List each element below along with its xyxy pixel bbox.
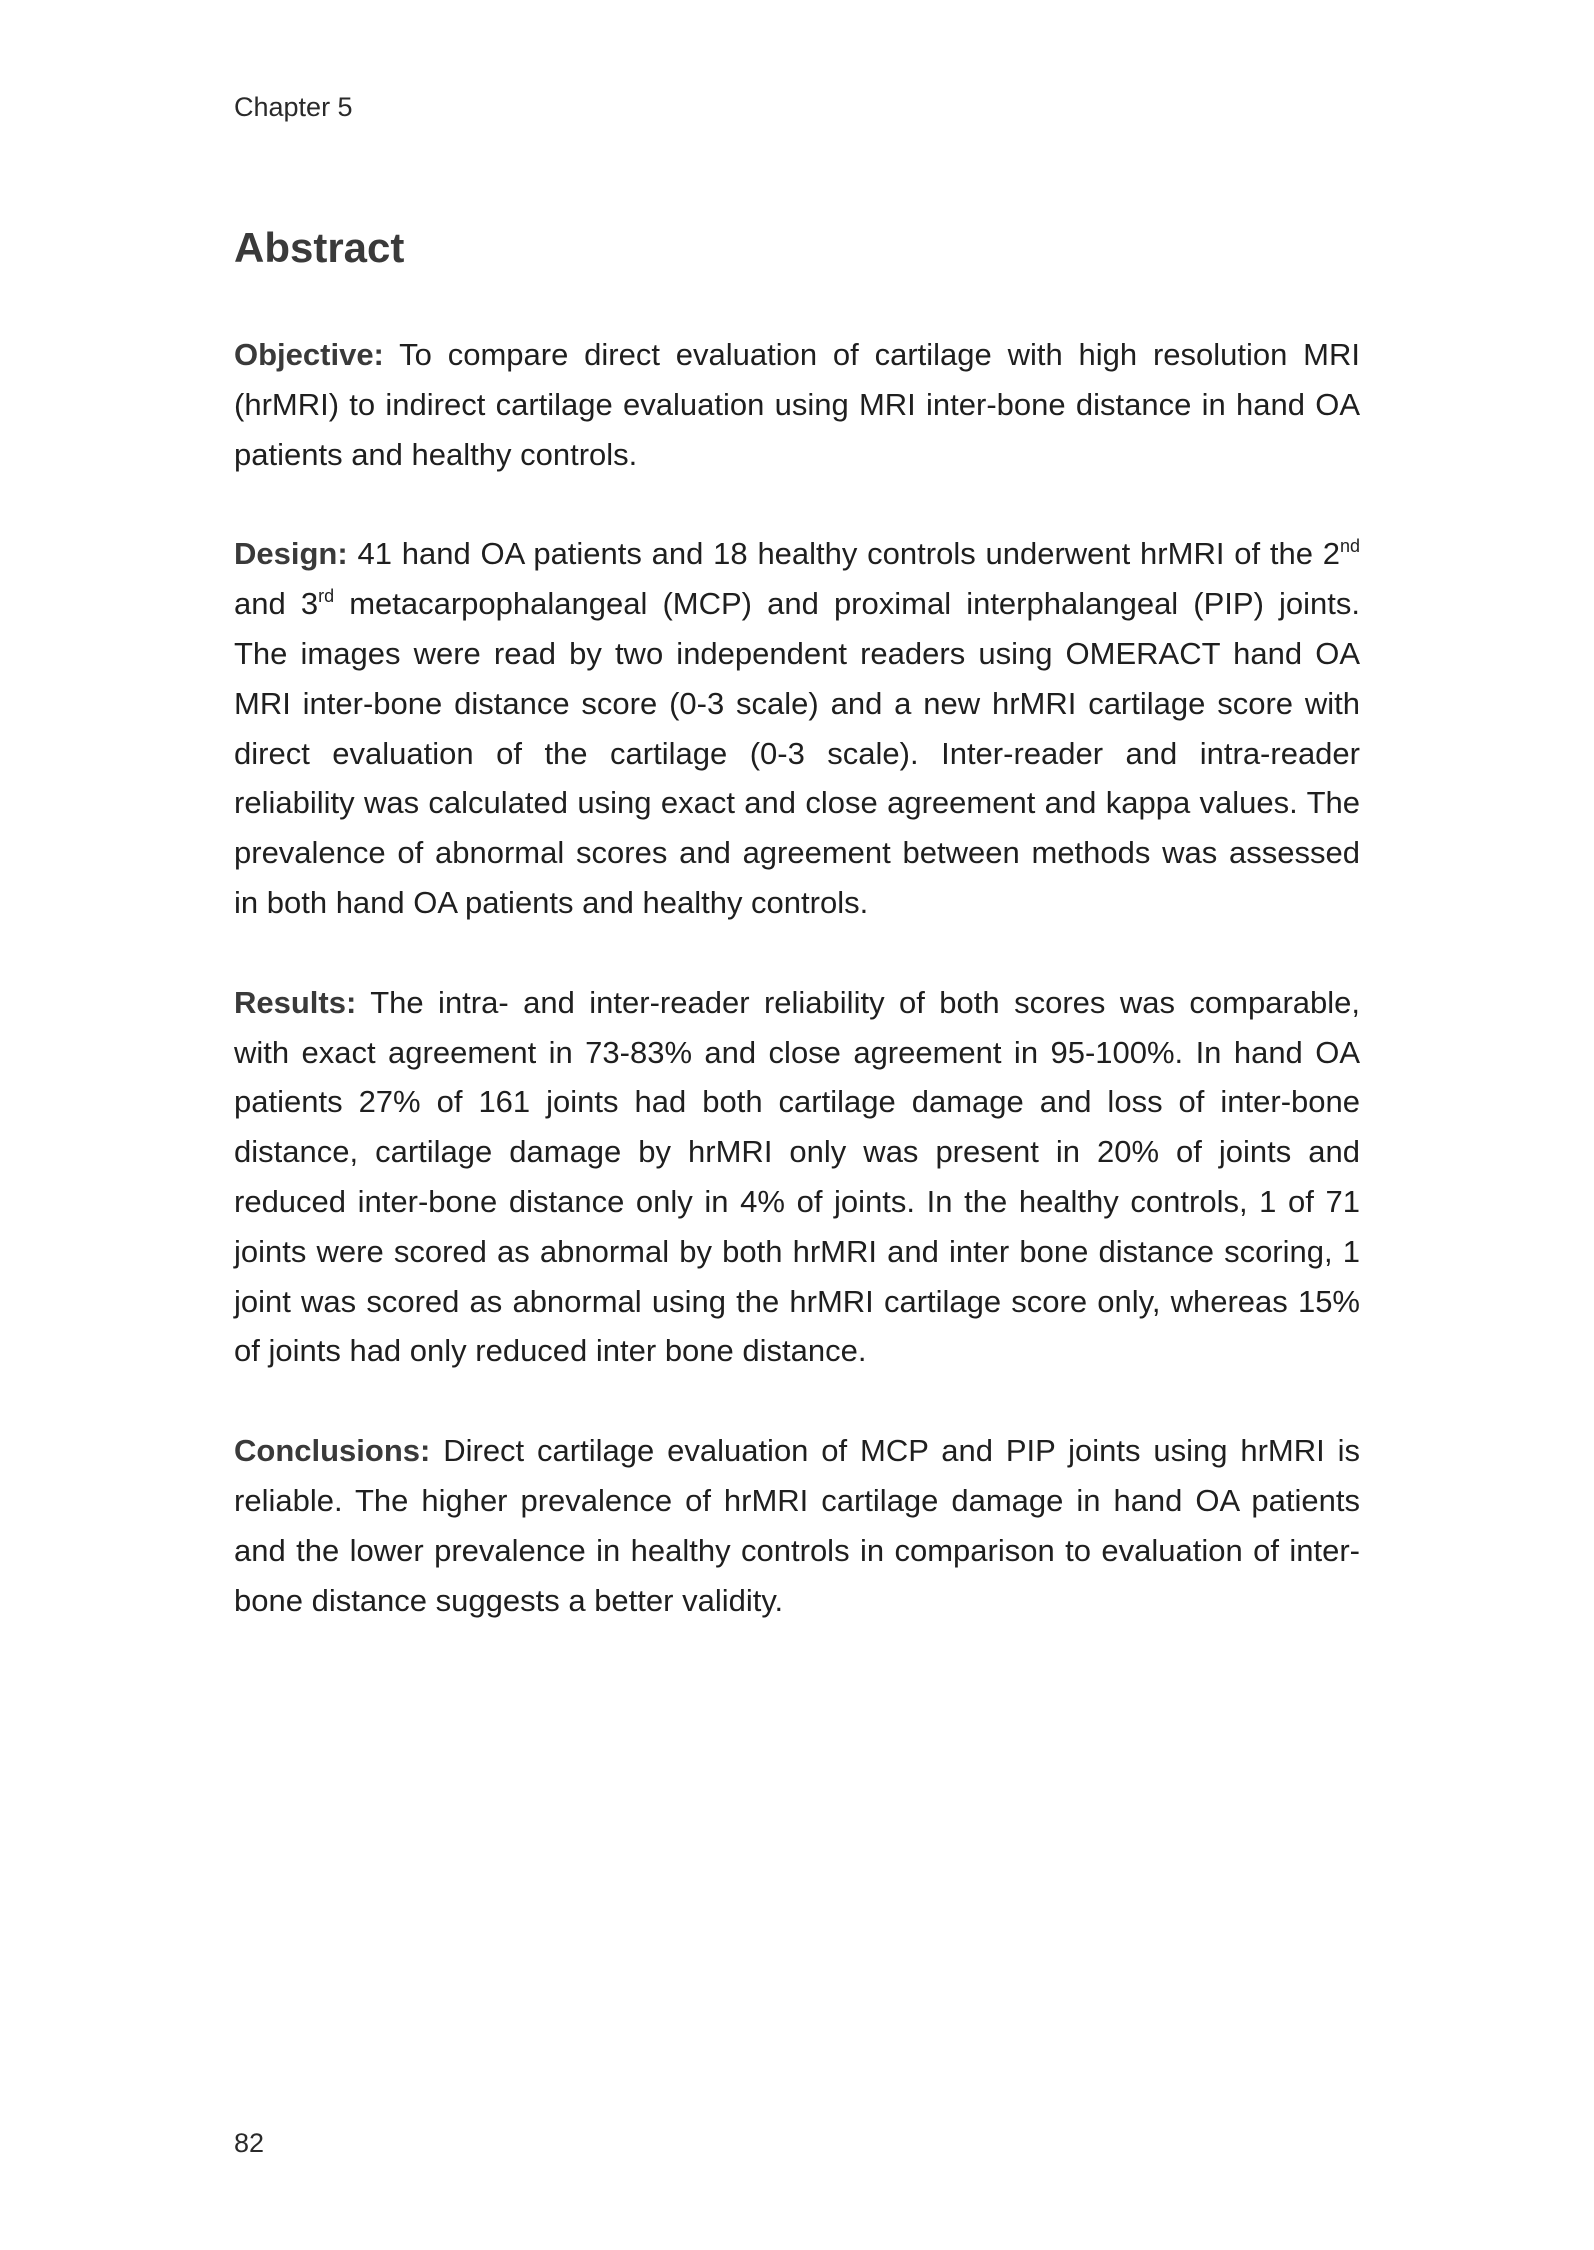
running-head: Chapter 5 xyxy=(234,92,353,122)
results-label: Results: xyxy=(234,984,357,1020)
abstract-body xyxy=(234,330,1360,1675)
objective-text: To compare direct evaluation of cartilage with high resolution MRI (hrMRI) to indirect cartilage evaluation using MRI inter-bone distance in hand OA patients and healthy controls. xyxy=(234,337,1360,472)
results-paragraph xyxy=(234,978,1360,1376)
results-text: The intra- and inter-reader reliability of both scores was comparable, with exact agreement in 73-83% and close agreement in 95-100%. In hand OA patients 27% of 161 joints had both cartilage damage and loss of inter-bone distance, cartilage damage by hrMRI only was present in 20% of joints and reduced inter-bone distance only in 4% of joints. In the healthy controls, 1 of 71 joints were scored as abnormal by both hrMRI and inter bone distance scoring, 1 joint was scored as abnormal using the hrMRI cartilage score only, whereas 15% of joints had only reduced inter bone distance. xyxy=(234,984,1360,1369)
conclusions-label: Conclusions: xyxy=(234,1433,431,1469)
design-superscript-2: rd xyxy=(318,586,335,607)
design-text-3: metacarpophalangeal (MCP) and proximal interphalangeal (PIP) joints. The images were read by two independent readers using OMERACT hand OA MRI inter-bone distance score (0-3 scale) and a new hrMRI cartilage score with direct evaluation of the cartilage (0-3 scale). Inter-reader and intra-reader reliability was calculated using exact and close agreement and kappa values. The prevalence of abnormal scores and agreement between methods was assessed in both hand OA patients and healthy controls. xyxy=(234,586,1361,920)
design-superscript-1: nd xyxy=(1339,536,1360,557)
objective-label: Objective: xyxy=(234,337,384,372)
design-label: Design: xyxy=(234,536,348,572)
objective-paragraph xyxy=(234,330,1360,479)
conclusions-paragraph xyxy=(234,1426,1360,1625)
design-paragraph xyxy=(234,529,1360,927)
design-text-2: and 3 xyxy=(234,586,319,622)
page-number: 82 xyxy=(234,2128,265,2158)
conclusions-text: Direct cartilage evaluation of MCP and PIP joints using hrMRI is reliable. The higher prevalence of hrMRI cartilage damage in hand OA patients and the lower prevalence in healthy controls in comparison to evaluation of inter-bone distance suggests a better validity. xyxy=(234,1433,1360,1618)
design-text-1: 41 hand OA patients and 18 healthy controls underwent hrMRI of the 2 xyxy=(347,536,1340,572)
abstract-title: Abstract xyxy=(234,224,405,271)
